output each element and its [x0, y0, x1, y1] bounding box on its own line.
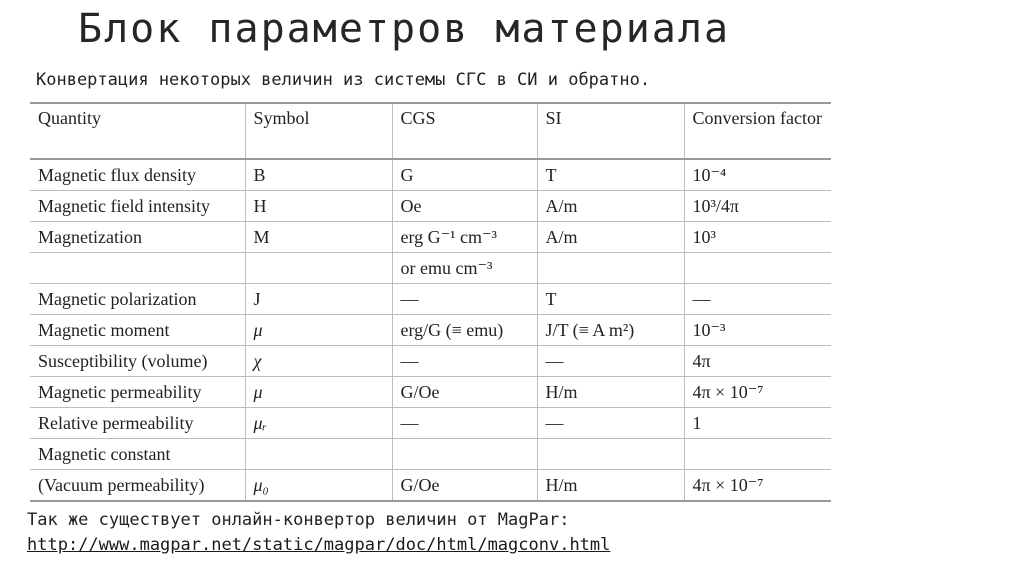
symbol-cell: χ [245, 346, 392, 377]
cgs-cell: or emu cm⁻³ [392, 253, 537, 284]
symbol-cell: B [245, 159, 392, 191]
factor-cell: 10⁻³ [684, 315, 831, 346]
factor-cell: 10⁻⁴ [684, 159, 831, 191]
table-row [30, 408, 831, 439]
si-cell: T [537, 284, 684, 315]
cgs-cell: — [392, 346, 537, 377]
cgs-cell: G/Oe [392, 470, 537, 502]
cgs-cell: Oe [392, 191, 537, 222]
cgs-cell: — [392, 408, 537, 439]
header-si: SI [537, 103, 684, 159]
table-row [30, 377, 831, 408]
header-quantity: Quantity [30, 103, 245, 159]
factor-cell: 10³/4π [684, 191, 831, 222]
factor-cell: 4π × 10⁻⁷ [684, 377, 831, 408]
si-cell: A/m [537, 191, 684, 222]
factor-cell: — [684, 284, 831, 315]
conversion-table [30, 102, 831, 502]
quantity-cell: Magnetic constant [30, 439, 245, 470]
symbol-cell: H [245, 191, 392, 222]
factor-cell: 10³ [684, 222, 831, 253]
table-row [30, 222, 831, 253]
si-cell [537, 253, 684, 284]
slide-title: Блок параметров материала [78, 6, 731, 52]
quantity-cell: Magnetic permeability [30, 377, 245, 408]
symbol-cell [245, 439, 392, 470]
factor-cell: 4π × 10⁻⁷ [684, 470, 831, 502]
quantity-cell [30, 253, 245, 284]
cgs-cell [392, 439, 537, 470]
quantity-cell: Magnetic field intensity [30, 191, 245, 222]
table-row [30, 470, 831, 502]
table-row [30, 315, 831, 346]
symbol-cell: μ [245, 315, 392, 346]
magpar-converter-link[interactable]: http://www.magpar.net/static/magpar/doc/html/magconv.html [27, 535, 611, 555]
cgs-cell: erg/G (≡ emu) [392, 315, 537, 346]
table-row [30, 253, 831, 284]
si-cell: H/m [537, 470, 684, 502]
table-header-row [30, 103, 831, 159]
si-cell: T [537, 159, 684, 191]
symbol-cell: μ [245, 377, 392, 408]
table-row [30, 284, 831, 315]
quantity-cell: Relative permeability [30, 408, 245, 439]
header-cgs: CGS [392, 103, 537, 159]
factor-cell: 1 [684, 408, 831, 439]
table-row [30, 346, 831, 377]
factor-cell [684, 253, 831, 284]
si-cell: A/m [537, 222, 684, 253]
header-symbol: Symbol [245, 103, 392, 159]
symbol-cell: μ₀ [245, 470, 392, 502]
quantity-cell: Magnetic moment [30, 315, 245, 346]
quantity-cell: Magnetic flux density [30, 159, 245, 191]
symbol-cell [245, 253, 392, 284]
quantity-cell: Magnetization [30, 222, 245, 253]
symbol-cell: μᵣ [245, 408, 392, 439]
symbol-cell: J [245, 284, 392, 315]
quantity-cell: Susceptibility (volume) [30, 346, 245, 377]
table-row [30, 439, 831, 470]
si-cell: — [537, 346, 684, 377]
cgs-cell: G/Oe [392, 377, 537, 408]
si-cell: J/T (≡ A m²) [537, 315, 684, 346]
factor-cell: 4π [684, 346, 831, 377]
slide-subtitle: Конвертация некоторых величин из системы СГС в СИ и обратно. [36, 70, 651, 90]
si-cell: — [537, 408, 684, 439]
header-conversion-factor: Conversion factor [684, 103, 831, 159]
converter-note: Так же существует онлайн-конвертор величин от MagPar: [27, 510, 570, 530]
si-cell [537, 439, 684, 470]
quantity-cell: (Vacuum permeability) [30, 470, 245, 502]
factor-cell [684, 439, 831, 470]
table-row [30, 159, 831, 191]
table-row [30, 191, 831, 222]
cgs-cell: erg G⁻¹ cm⁻³ [392, 222, 537, 253]
symbol-cell: M [245, 222, 392, 253]
cgs-cell: — [392, 284, 537, 315]
cgs-cell: G [392, 159, 537, 191]
si-cell: H/m [537, 377, 684, 408]
quantity-cell: Magnetic polarization [30, 284, 245, 315]
